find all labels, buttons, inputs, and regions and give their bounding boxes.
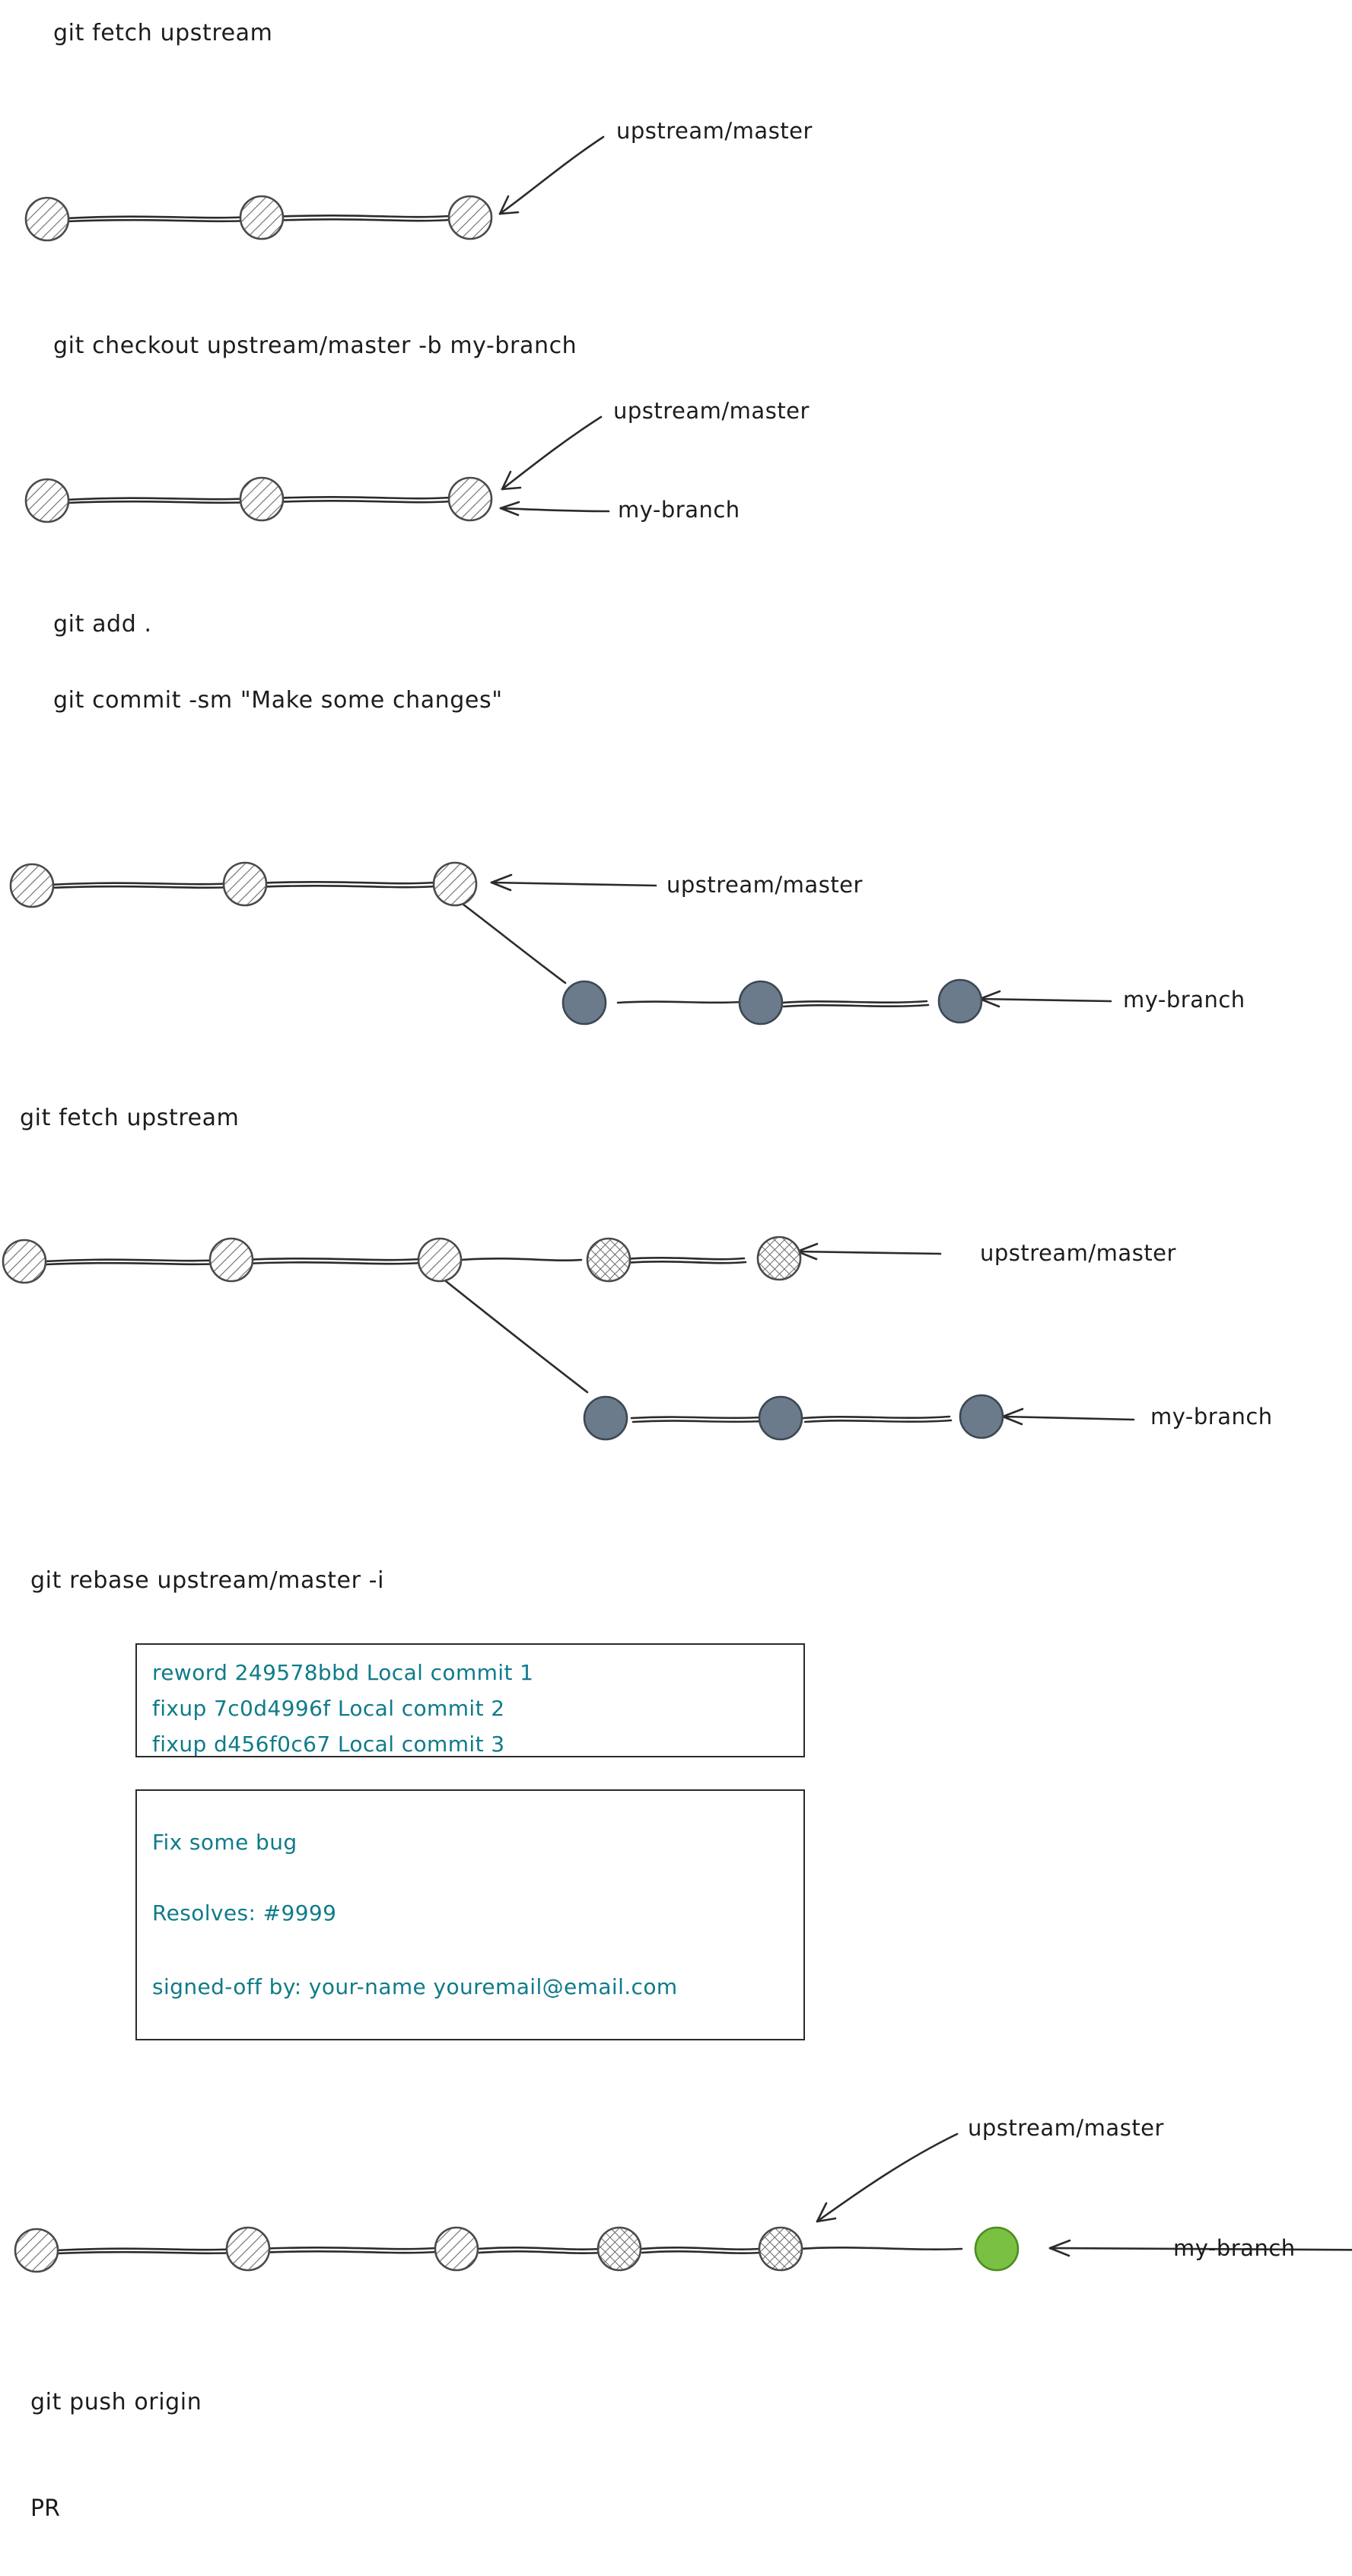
command-git-rebase-interactive: git rebase upstream/master -i: [30, 1567, 385, 1594]
label-upstream-master-1: upstream/master: [616, 118, 813, 144]
commit-message-line-2: Resolves: #9999: [152, 1900, 337, 1926]
commit-message-line-3: signed-off by: your-name youremail@email.com: [152, 1974, 678, 1999]
rebase-todo-line-1: reword 249578bbd Local commit 1: [152, 1660, 534, 1685]
commit-node-group-step2: [26, 478, 491, 522]
commit-node-group-step4: [3, 1237, 1003, 1439]
command-git-add: git add .: [53, 611, 152, 638]
command-git-fetch-upstream-2: git fetch upstream: [20, 1105, 240, 1131]
command-git-checkout-branch: git checkout upstream/master -b my-branch: [53, 332, 577, 359]
label-my-branch-4: my-branch: [1150, 1404, 1273, 1430]
label-upstream-master-2: upstream/master: [613, 398, 810, 424]
label-my-branch-6: my-branch: [1173, 2235, 1296, 2261]
label-upstream-master-3: upstream/master: [666, 872, 863, 898]
rebase-todo-line-2: fixup 7c0d4996f Local commit 2: [152, 1696, 505, 1721]
command-git-push-origin: git push origin: [30, 2389, 202, 2415]
label-upstream-master-6: upstream/master: [968, 2115, 1164, 2141]
label-upstream-master-4: upstream/master: [980, 1240, 1176, 1266]
commit-node-group-step6: [15, 2228, 1018, 2272]
rebase-todo-line-3: fixup d456f0c67 Local commit 3: [152, 1732, 505, 1757]
pull-request-label: PR: [30, 2495, 60, 2522]
commit-message-line-1: Fix some bug: [152, 1830, 297, 1855]
command-git-commit: git commit -sm "Make some changes": [53, 687, 503, 714]
commit-node-group-step1: [26, 196, 491, 240]
label-my-branch-2: my-branch: [618, 497, 740, 523]
label-my-branch-3: my-branch: [1123, 987, 1245, 1013]
command-git-fetch-upstream-1: git fetch upstream: [53, 20, 273, 46]
